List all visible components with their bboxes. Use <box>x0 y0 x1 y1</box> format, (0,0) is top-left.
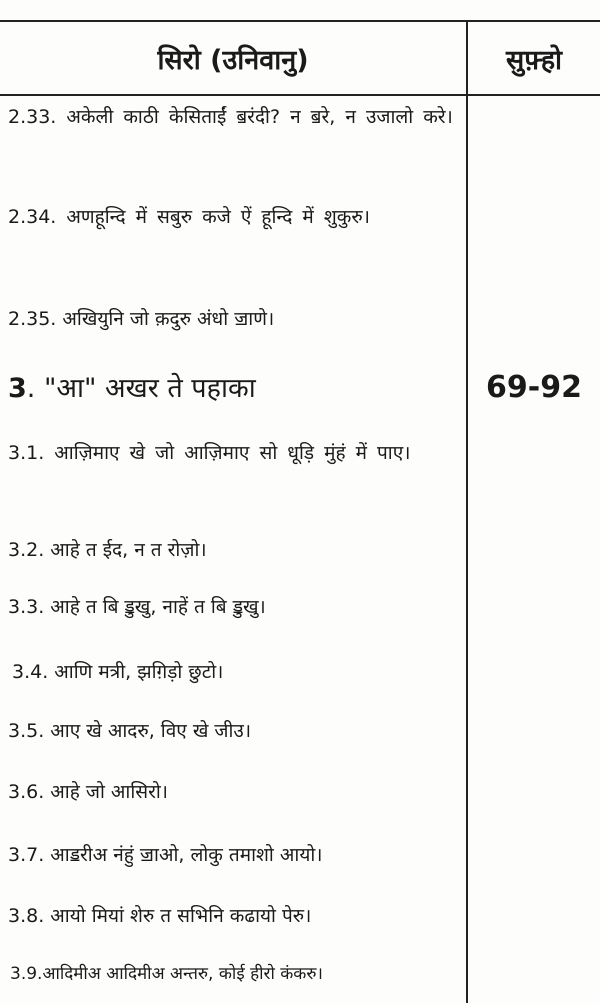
section-number: 3 <box>8 373 27 404</box>
proverb-entry: 3.4. आणि मत्री, झग़िड़ो छुटो। <box>12 661 224 683</box>
page-range: 69-92 <box>486 370 582 405</box>
proverb-entry: 3.1. आज़िमाए खे जो आज़िमाए सो धूड़ि मुंहं में पाए। <box>8 442 411 464</box>
proverb-entry: 3.6. आहे जो आसिरो। <box>8 781 168 803</box>
proverb-entry: 3.2. आहे त ईद, न त रोज़ो। <box>8 539 207 561</box>
table-column-divider <box>466 20 468 1003</box>
proverb-entry: 2.34. अणहून्दि में सबुरु कजे ऐं हून्दि में शुकुरु। <box>8 206 370 228</box>
proverb-entry: 3.7. आॾरीअ नंहुं ॼाओ, लोकु तमाशो आयो। <box>8 844 323 866</box>
section-heading <box>8 368 256 405</box>
column-header-page: सुफ़्हो <box>505 44 563 76</box>
proverb-entry: 3.9.आदिमीअ आदिमीअ अन्तरु, कोई हीरो कंकरु। <box>10 964 323 984</box>
proverb-entry: 3.5. आए खे आदरु, विए खे जीउ। <box>8 720 252 742</box>
proverb-entry: 2.33. अकेली काठी केसिताईं ॿरंदी? न ॿरे, न उजालो करे। <box>8 106 453 128</box>
column-header-title: सिरो (उनिवानु) <box>157 44 309 76</box>
proverb-entry: 2.35. अखियुनि जो क़दुरु अंधो ॼाणे। <box>8 308 275 330</box>
table-header-divider <box>0 94 600 96</box>
proverb-entry: 3.3. आहे त बि ॾुखु, नाहें त बि ॾुखु। <box>8 596 266 618</box>
section-title: . "आ" अखर ते पहाका <box>26 373 256 404</box>
proverb-entry: 3.8. आयो मियां शेरु त सभिनि कढायो पेरु। <box>8 905 312 927</box>
